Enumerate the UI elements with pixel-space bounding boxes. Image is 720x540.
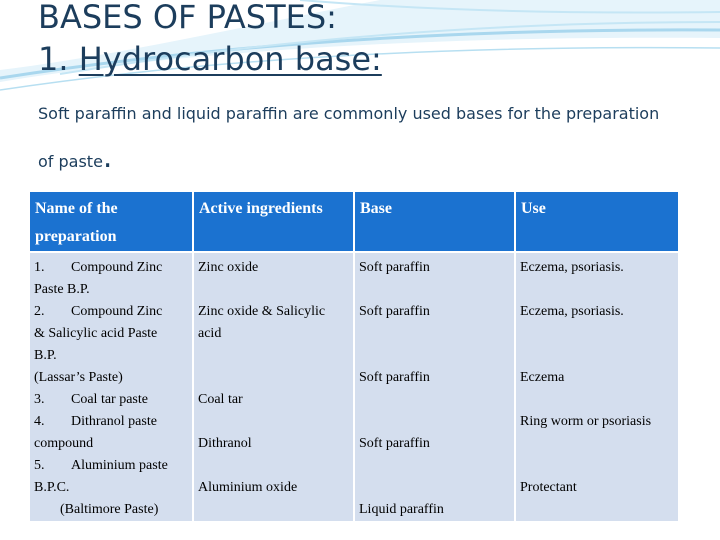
title-subject: Hydrocarbon base: bbox=[78, 40, 382, 78]
prep-3-line-1: 3. Coal tar paste bbox=[34, 392, 148, 407]
header-active-ingredients: Active ingredients bbox=[193, 192, 354, 252]
header-base: Base bbox=[354, 192, 515, 252]
active-5: Aluminium oxide bbox=[198, 480, 298, 495]
prep-4-line-2: compound bbox=[34, 436, 94, 451]
prep-5-line-3: (Baltimore Paste) bbox=[60, 502, 159, 517]
active-1: Zinc oxide bbox=[198, 260, 259, 275]
prep-1-line-1: 1. Compound Zinc bbox=[34, 260, 163, 275]
prep-4-line-1: 4. Dithranol paste bbox=[34, 414, 157, 429]
cell-base bbox=[354, 252, 515, 521]
use-4: Ring worm or psoriasis bbox=[520, 414, 652, 429]
use-5: Protectant bbox=[520, 480, 577, 495]
base-2: Soft paraffin bbox=[359, 304, 430, 319]
prep-2-line-1: 2. Compound Zinc bbox=[34, 304, 163, 319]
intro-dot: . bbox=[102, 140, 113, 175]
base-4: Soft paraffin bbox=[359, 436, 430, 451]
active-4: Dithranol bbox=[198, 436, 252, 451]
prep-2-line-3: B.P. bbox=[34, 348, 57, 363]
prep-1-line-2: Paste B.P. bbox=[34, 282, 90, 297]
prep-5-line-1: 5. Aluminium paste bbox=[34, 458, 168, 473]
cell-preparations bbox=[30, 252, 193, 521]
cell-use bbox=[515, 252, 678, 521]
intro-paragraph bbox=[38, 103, 708, 173]
intro-line-2 bbox=[38, 140, 708, 175]
title-line-2 bbox=[38, 38, 382, 80]
base-3: Soft paraffin bbox=[359, 370, 430, 385]
prep-2-line-2: & Salicylic acid Paste bbox=[34, 326, 158, 341]
use-2: Eczema, psoriasis. bbox=[520, 304, 624, 319]
use-1: Eczema, psoriasis. bbox=[520, 260, 624, 275]
header-use: Use bbox=[515, 192, 678, 252]
intro-line-2-text: of paste bbox=[38, 152, 103, 171]
paste-bases-table bbox=[30, 192, 678, 521]
base-5: Liquid paraffin bbox=[359, 502, 444, 517]
active-2: Zinc oxide & Salicylic acid bbox=[198, 304, 326, 341]
table-row bbox=[30, 252, 678, 521]
header-name-of-preparation: Name of the preparation bbox=[30, 192, 193, 252]
intro-line-1: Soft paraffin and liquid paraffin are commonly used bases for the preparation bbox=[38, 104, 660, 123]
table-header-row bbox=[30, 192, 678, 252]
prep-2-line-4: (Lassar’s Paste) bbox=[34, 370, 123, 385]
active-3: Coal tar bbox=[198, 392, 243, 407]
use-3: Eczema bbox=[520, 370, 565, 385]
base-1: Soft paraffin bbox=[359, 260, 430, 275]
title-number: 1. bbox=[38, 40, 79, 78]
page-title bbox=[38, 0, 382, 80]
cell-active-ingredients bbox=[193, 252, 354, 521]
prep-5-line-2: B.P.C. bbox=[34, 480, 70, 495]
title-line-1: BASES OF PASTES: bbox=[38, 0, 337, 36]
